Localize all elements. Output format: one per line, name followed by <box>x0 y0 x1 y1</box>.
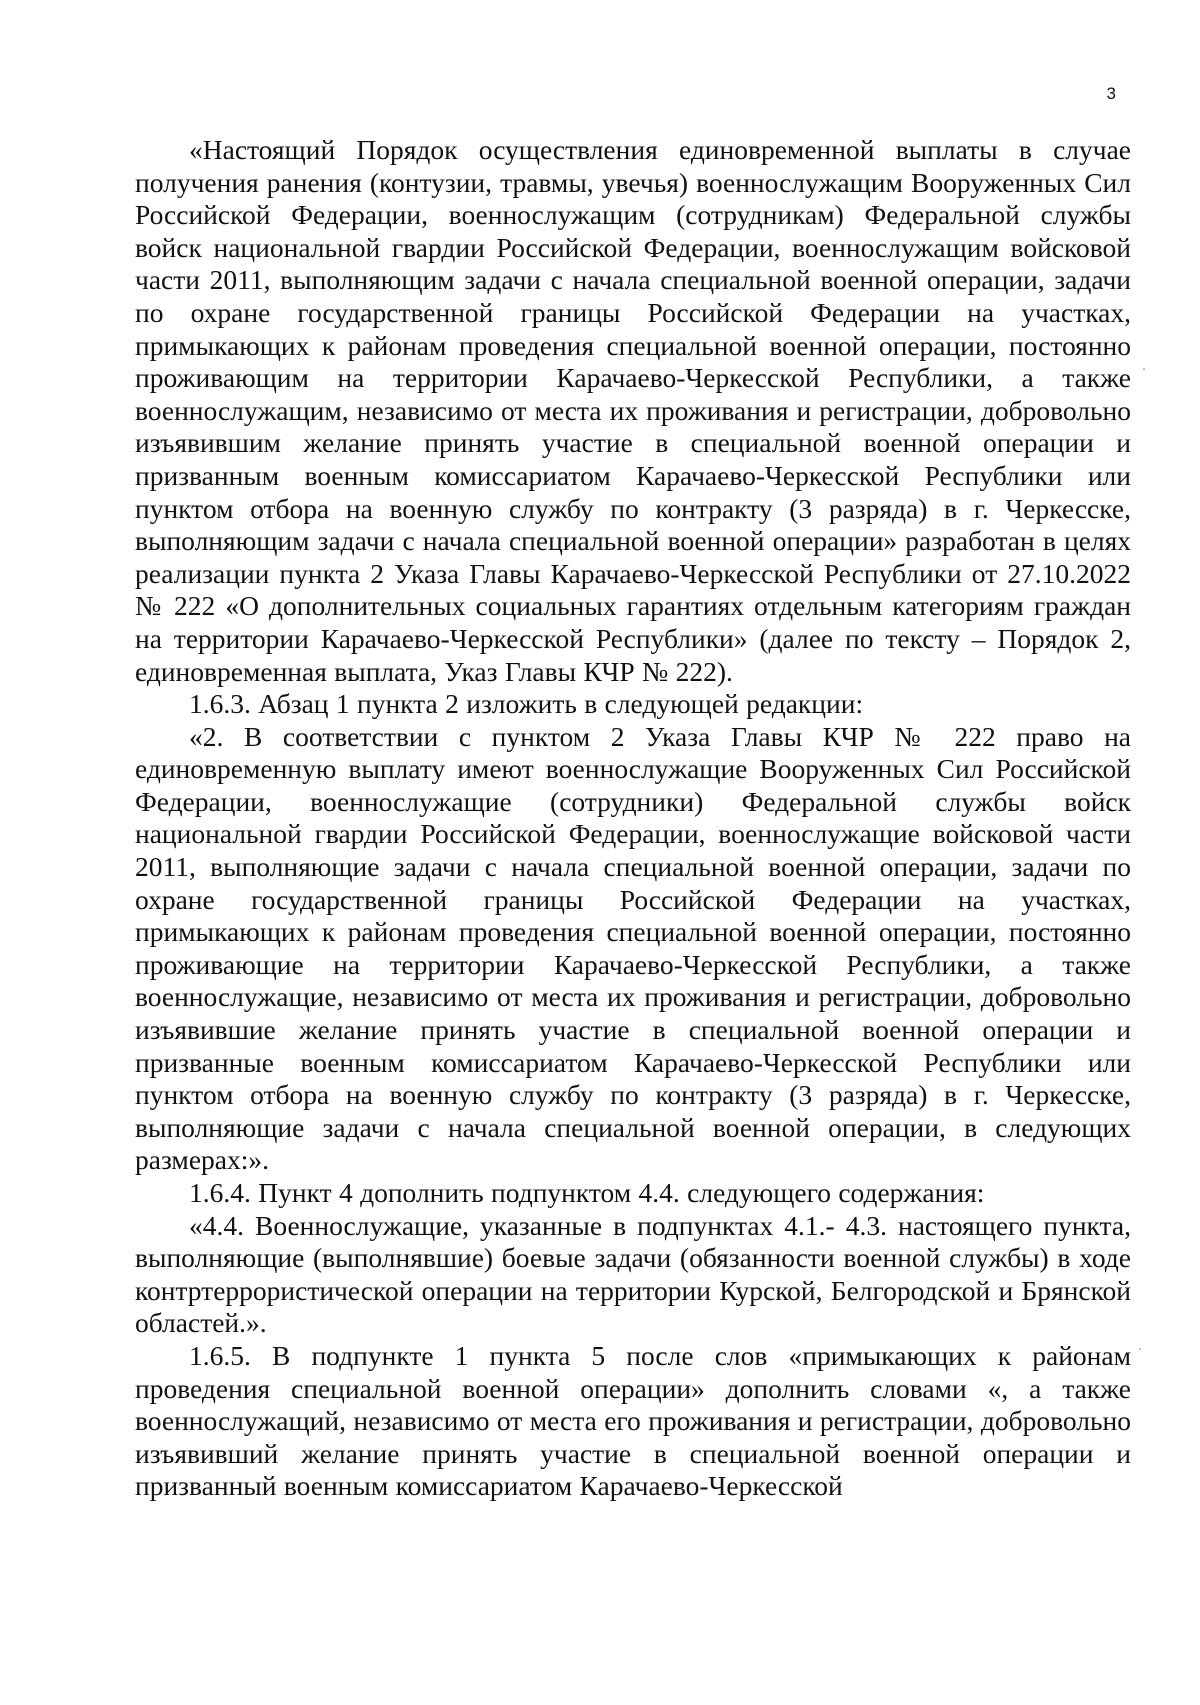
paragraph-subclause-4-4-text: «4.4. Военнослужащие, указанные в подпунктах 4.1.- 4.3. настоящего пункта, выполняющие (выполнявшие) боевые задачи (обязанности военной службы) в ходе контртеррористической операции на территории Курской, Белгородской и Брянской областей.». <box>135 1209 1131 1339</box>
document-body <box>135 134 1131 1503</box>
paragraph-order-description: «Настоящий Порядок осуществления единовременной выплаты в случае получения ранения (контузии, травмы, увечья) военнослужащим Вооруженных Сил Российской Федерации, военнослужащим (сотрудникам) Федеральной службы войск национальной гвардии Российской Федерации, военнослужащим войсковой части 2011, выполняющим задачи с начала специальной военной операции, задачи по охране государственной границы Российской Федерации на участках, примыкающих к районам проведения специальной военной операции, постоянно проживающим на территории Карачаево-Черкесской Республики, а также военнослужащим, независимо от места их проживания и регистрации, добровольно изъявившим желание принять участие в специальной военной операции и призванным военным комиссариатом Карачаево-Черкесской Республики или пунктом отбора на военную службу по контракту (3 разряда) в г. Черкесске, выполняющим задачи с начала специальной военной операции» разработан в целях реализации пункта 2 Указа Главы Карачаево-Черкесской Республики от 27.10.2022 № 222 «О дополнительных социальных гарантиях отдельным категориям граждан на территории Карачаево-Черкесской Республики» (далее по тексту – Порядок 2, единовременная выплата, Указ Главы КЧР № 222). <box>135 134 1131 687</box>
paragraph-amendment-1-6-4: 1.6.4. Пункт 4 дополнить подпунктом 4.4. следующего содержания: <box>189 1177 985 1208</box>
paragraph-clause-2-text: «2. В соответствии с пунктом 2 Указа Главы КЧР № 222 право на единовременную выплату имеют военнослужащие Вооруженных Сил Российской Федерации, военнослужащие (сотрудники) Федеральной службы войск национальной гвардии Российской Федерации, военнослужащие войсковой части 2011, выполняющие задачи с начала специальной военной операции, задачи по охране государственной границы Российской Федерации на участках, примыкающих к районам проведения специальной военной операции, постоянно проживающие на территории Карачаево-Черкесской Республики, а также военнослужащие, независимо от места их проживания и регистрации, добровольно изъявившие желание принять участие в специальной военной операции и призванные военным комиссариатом Карачаево-Черкесской Республики или пунктом отбора на военную службу по контракту (3 разряда) в г. Черкесске, выполняющие задачи с начала специальной военной операции, в следующих размерах:». <box>135 720 1131 1176</box>
scan-artifact <box>1143 368 1145 370</box>
page-number: 3 <box>1106 84 1116 103</box>
paragraph-amendment-1-6-5: 1.6.5. В подпункте 1 пункта 5 после слов «примыкающих к районам проведения специальной военной операции» дополнить словами «, а также военнослужащий, независимо от места его проживания и регистрации, добровольно изъявивший желание принять участие в специальной военной операции и призванный военным комиссариатом Карачаево-Черкесской <box>135 1339 1131 1502</box>
paragraph-amendment-1-6-3: 1.6.3. Абзац 1 пункта 2 изложить в следующей редакции: <box>189 688 864 720</box>
scan-artifact <box>1139 1348 1141 1350</box>
